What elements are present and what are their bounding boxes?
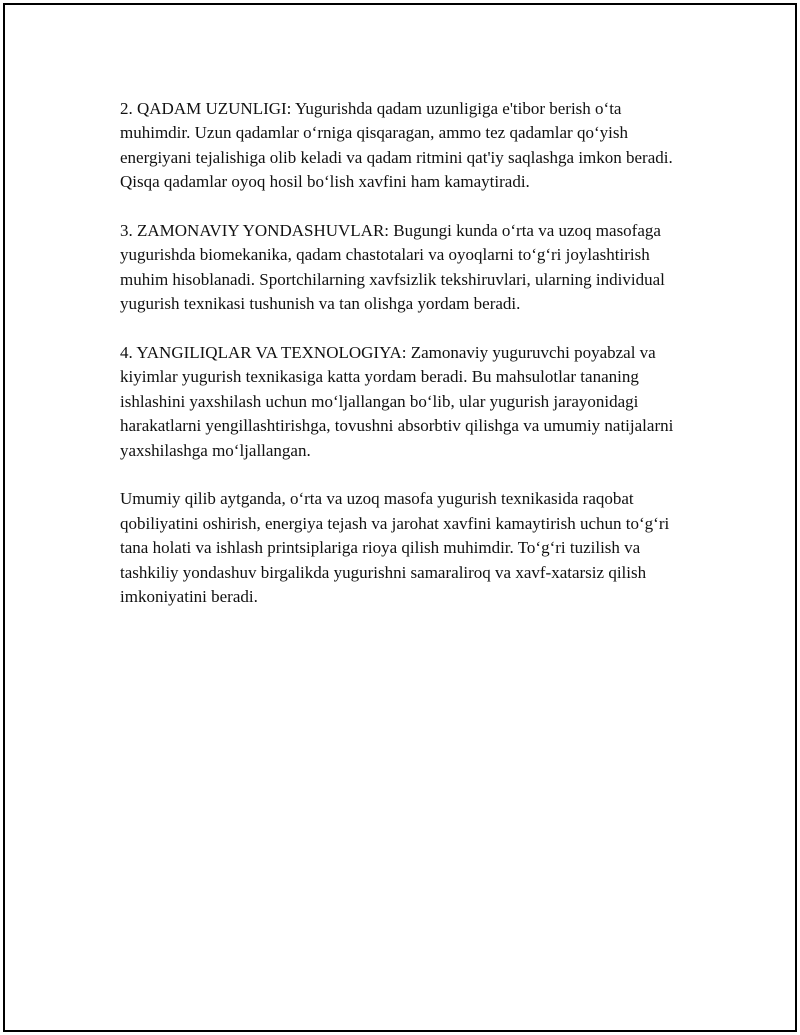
paragraph-stride-length: 2. QADAM UZUNLIGI: Yugurishda qadam uzunligiga e'tibor berish o‘ta muhimdir. Uzun qadamlar o‘rniga qisqaragan, ammo tez qadamlar qo‘yish energiyani tejalishiga olib keladi va qadam ritmini qat'iy saqlashga imkon beradi. Qisqa qadamlar oyoq hosil bo‘lish xavfini ham kamaytiradi. xyxy=(120,99,673,192)
paragraph-innovations-technology: 4. YANGILIQLAR VA TEXNOLOGIYA: Zamonaviy yuguruvchi poyabzal va kiyimlar yugurish texnikasiga katta yordam beradi. Bu mahsulotlar tananing ishlashini yaxshilash uchun mo‘ljallangan bo‘lib, ular yugurish jarayonidagi harakatlarni yengillashtirishga, tovushni absorbtiv qilishga va umumiy natijalarni yaxshilashga mo‘ljallangan. xyxy=(120,343,674,460)
document-body xyxy=(120,97,692,634)
paragraph-modern-approaches: 3. ZAMONAVIY YONDASHUVLAR: Bugungi kunda o‘rta va uzoq masofaga yugurishda biomekanika, qadam chastotalari va oyoqlarni to‘g‘ri joylashtirish muhim hisoblanadi. Sportchilarning xavfsizlik tekshiruvlari, ularning individual yugurish texnikasi tushunish va tan olishga yordam beradi. xyxy=(120,221,665,314)
document-page xyxy=(3,3,797,1032)
paragraph-conclusion: Umumiy qilib aytganda, o‘rta va uzoq masofa yugurish texnikasida raqobat qobiliyatini oshirish, energiya tejash va jarohat xavfini kamaytirish uchun to‘g‘ri tana holati va ishlash printsiplariga rioya qilish muhimdir. To‘g‘ri tuzilish va tashkiliy yondashuv birgalikda yugurishni samaraliroq va xavf-xatarsiz qilish imkoniyatini beradi. xyxy=(120,489,670,607)
